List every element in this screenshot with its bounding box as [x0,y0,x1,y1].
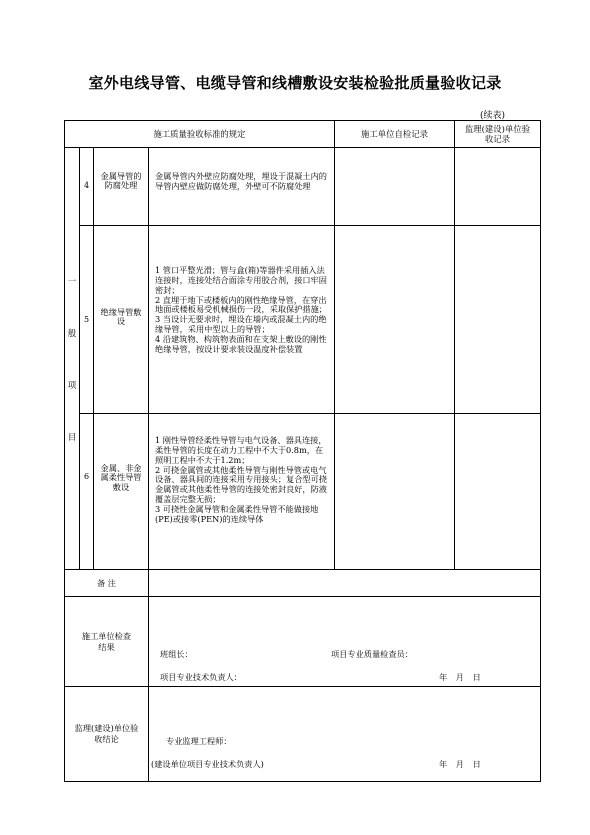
item-name: 绝缘导管敷设 [94,226,149,414]
table-header-row [65,121,541,148]
date-label: 年 月 日 [439,672,481,682]
owner-tech-lead-label: (建设单位项目专业技术负责人) [151,759,264,769]
category-char: 目 [67,431,77,442]
item-number: 4 [80,148,94,226]
category-char: 项 [67,379,77,390]
header-self-check: 施工单位自检记录 [335,121,455,148]
item-name: 金属导管的防腐处理 [94,148,149,226]
item-name: 金属、非金属柔性导管敷设 [94,414,149,570]
supervision-cell[interactable] [455,226,541,414]
remarks-label: 备 注 [65,570,149,597]
category-char: 一 [67,275,77,286]
category-char: 般 [67,327,77,338]
self-check-cell[interactable] [335,226,455,414]
supervision-result-label: 监理(建设)单位验收结论 [65,687,149,782]
table-row [65,226,541,414]
remarks-row [65,570,541,597]
item-number: 6 [80,414,94,570]
construction-result-label: 施工单位检查结果 [65,597,149,687]
supervision-engineer-label: 专业监理工程师： [166,736,232,746]
construction-result-cell[interactable] [149,597,541,687]
tech-lead-label: 项目专业技术负责人： [160,672,242,682]
supervision-result-cell[interactable] [149,687,541,782]
category-general-items [65,148,80,570]
date-label: 年 月 日 [439,759,481,769]
item-standard: 1 管口平整光滑；管与盒(箱)等器件采用插入法连接时，连接处结合面涂专用胶合剂，接口牢固密封； 2 直埋于地下或楼板内的刚性绝缘导管，在穿出地面或楼板易受机械损伤一段，采取保护措施； 3 当设计无要求时，埋设在墙内或混凝土内的绝缘导管，采用中型以上的导管； 4 沿建筑物、构筑物表面和在支架上敷设的刚性绝缘导管，按设计要求装设温度补偿装置 [149,226,335,414]
team-leader-label: 班组长： [160,649,193,659]
page-title: 室外电线导管、电缆导管和线槽敷设安装检验批质量验收记录 [88,74,502,92]
item-standard: 金属导管内外壁应防腐处理，埋设于混凝土内的导管内壁应做防腐处理，外壁可不防腐处理 [149,148,335,226]
supervision-result-row [65,687,541,782]
supervision-cell[interactable] [455,148,541,226]
self-check-cell[interactable] [335,414,455,570]
item-number: 5 [80,226,94,414]
quality-inspector-label: 项目专业质量检查员： [331,649,413,659]
table-row [65,414,541,570]
self-check-cell[interactable] [335,148,455,226]
continued-label: (续表) [480,111,506,121]
construction-result-row [65,597,541,687]
header-standard: 施工质量验收标准的规定 [65,121,335,148]
item-standard: 1 刚性导管经柔性导管与电气设备、器具连接，柔性导管的长度在动力工程中不大于0.8m，在照明工程中不大于1.2m； 2 可挠金属管或其他柔性导管与刚性导管或电气设备、器具间的连接采用专用接头；复合型可挠金属管或其他柔性导管的连接处密封良好，防液覆盖层完整无损； 3 可挠性金属导管和金属柔性导管不能做接地(PE)或接零(PEN)的连续导体 [149,414,335,570]
table-row [65,148,541,226]
supervision-cell[interactable] [455,414,541,570]
remarks-cell[interactable] [149,570,541,597]
inspection-form-table [64,120,541,782]
header-supervision: 监理(建设)单位验收记录 [455,121,541,148]
